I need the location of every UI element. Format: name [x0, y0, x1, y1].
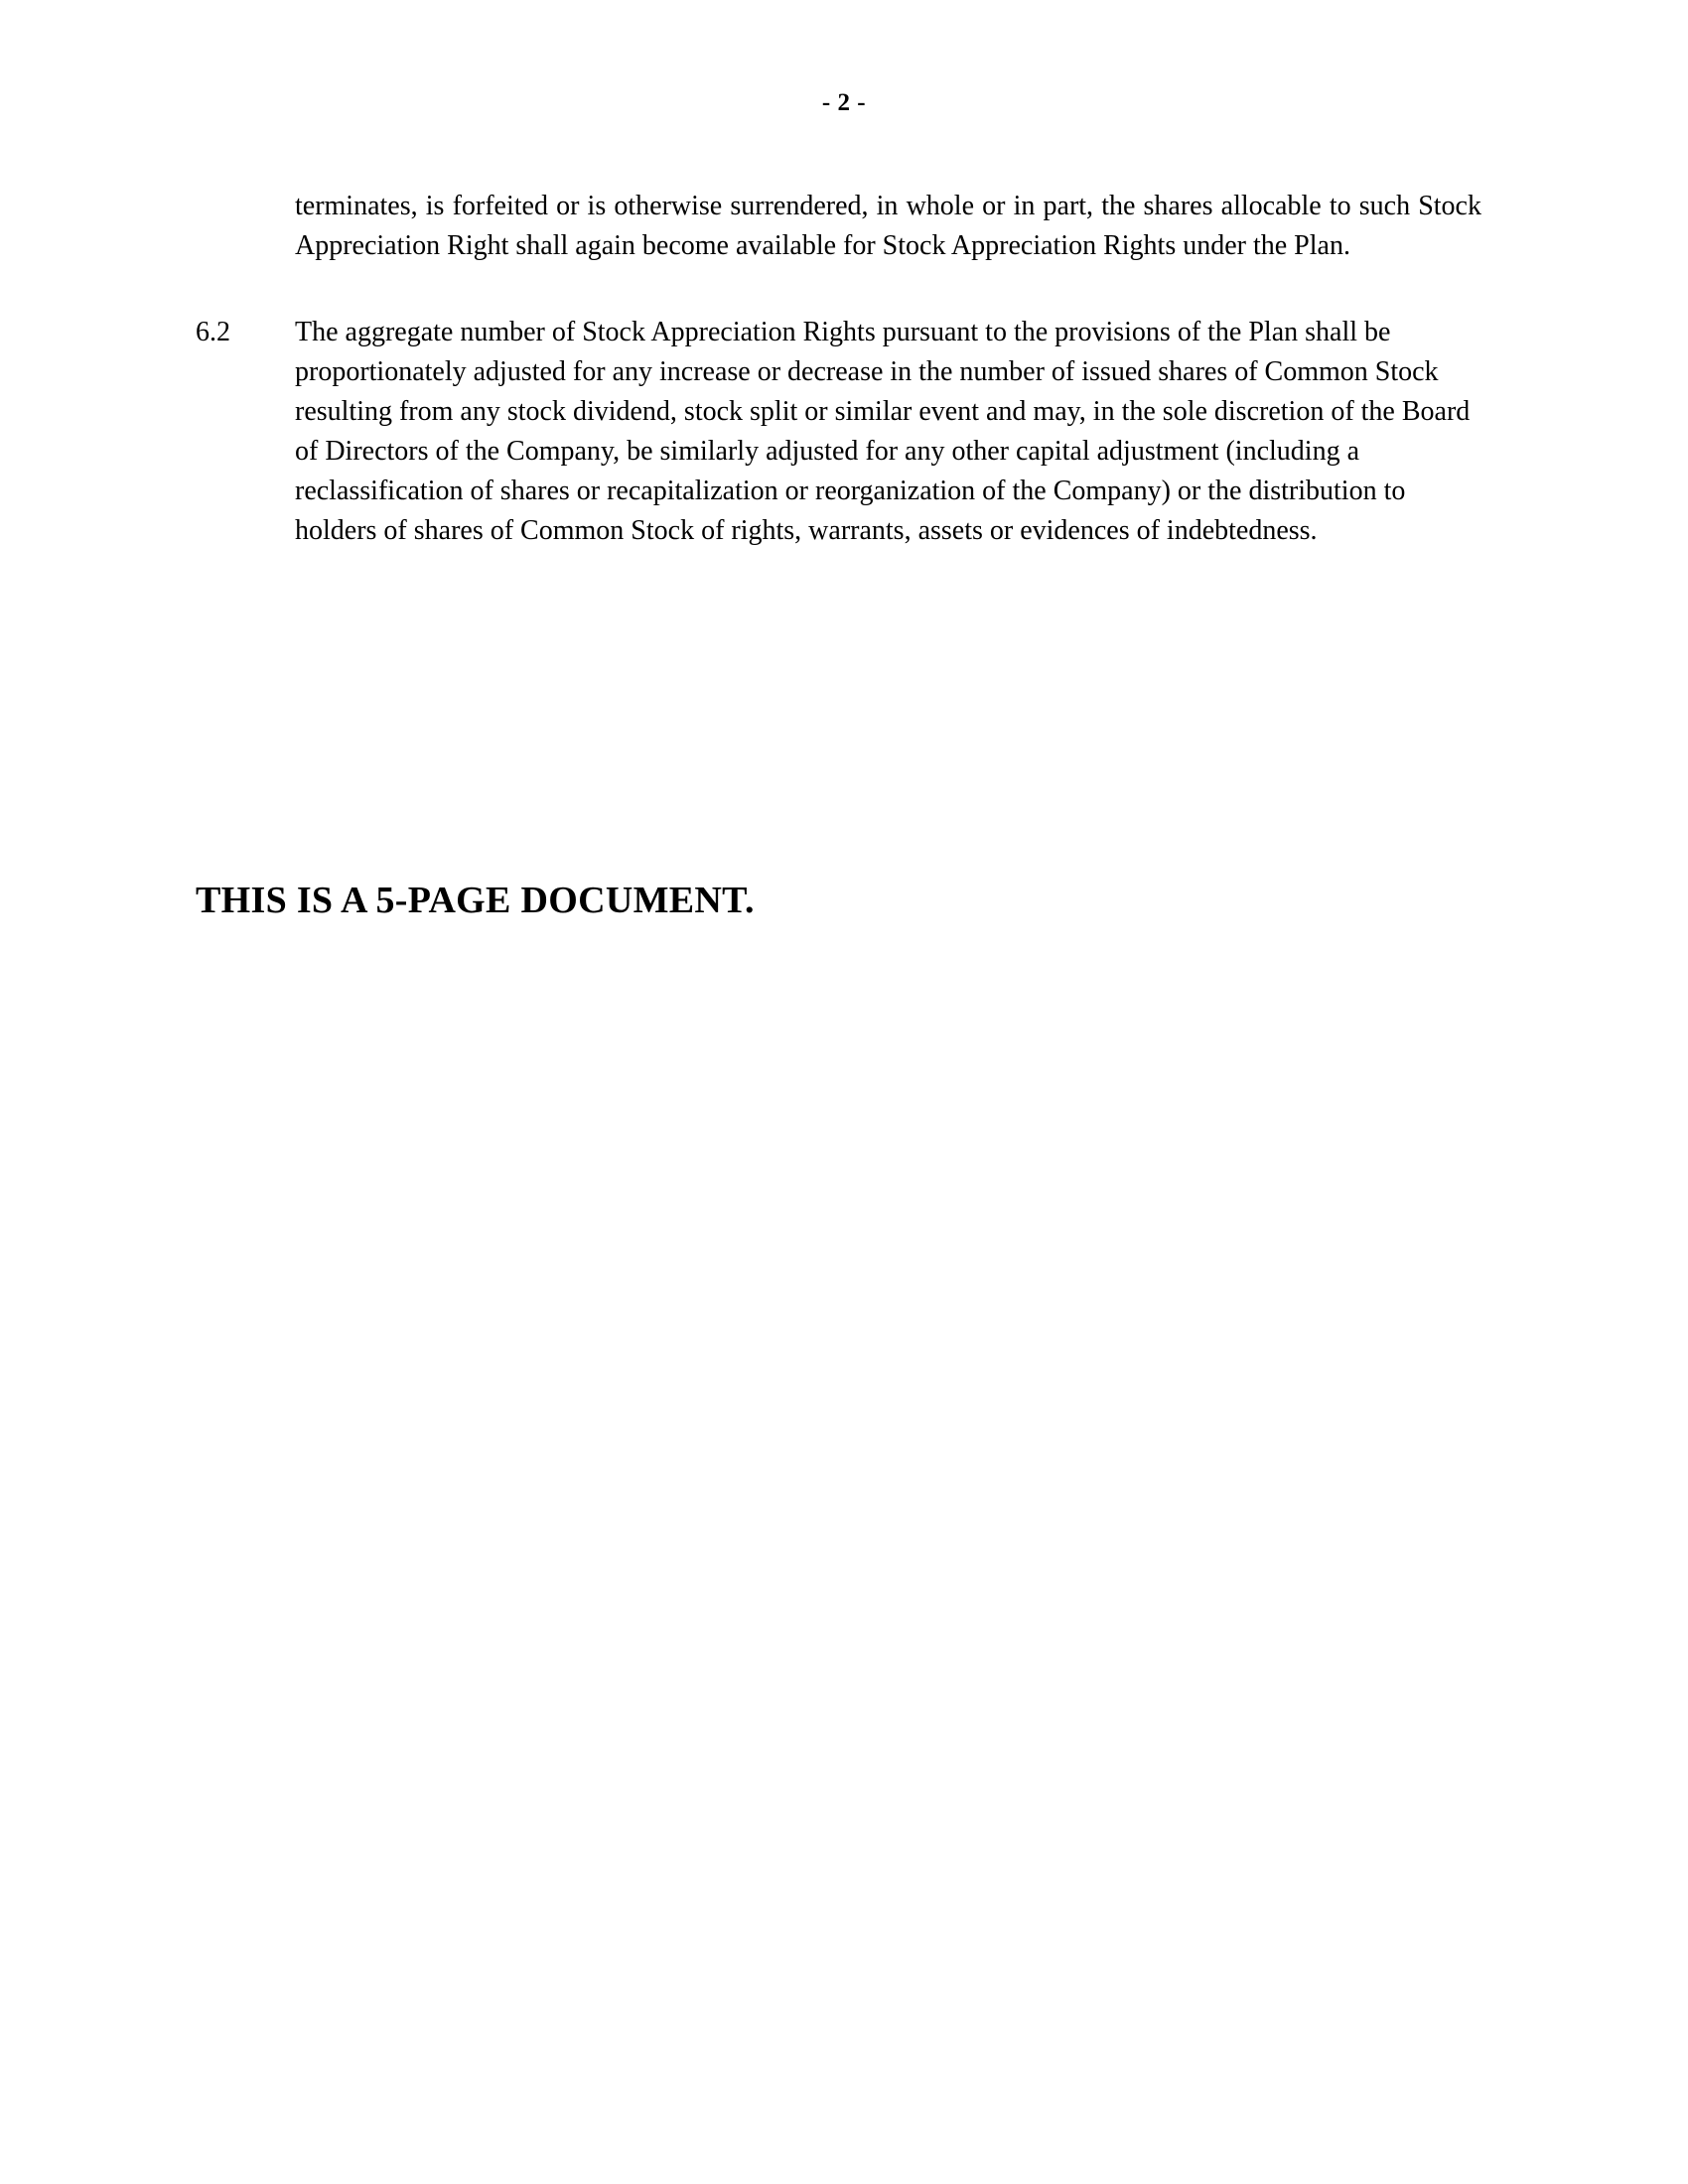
page-header — [0, 89, 1688, 117]
page-count-notice: THIS IS A 5-PAGE DOCUMENT. — [196, 880, 755, 921]
document-body — [196, 187, 1481, 551]
clause-number: 6.2 — [196, 317, 230, 347]
page-number: - 2 - — [821, 89, 867, 116]
continuation-paragraph: terminates, is forfeited or is otherwise surrendered, in whole or in part, the shares allocable to such Stock Appreciation Right shall again become available for Stock Appreciation Rights under the Plan. — [295, 191, 1481, 261]
clause-text: The aggregate number of Stock Appreciation Rights pursuant to the provisions of the Plan shall be proportionately adjusted for any increase or decrease in the number of issued shares of Common Stock resulting from any stock dividend, stock split or similar event and may, in the sole discretion of the Board of Directors of the Company, be similarly adjusted for any other capital adjustment (including a reclassification of shares or recapitalization or reorganization of the Company) or the distribution to holders of shares of Common Stock of rights, warrants, assets or evidences of indebtedness. — [295, 317, 1471, 546]
clause-6-2 — [196, 313, 1481, 551]
